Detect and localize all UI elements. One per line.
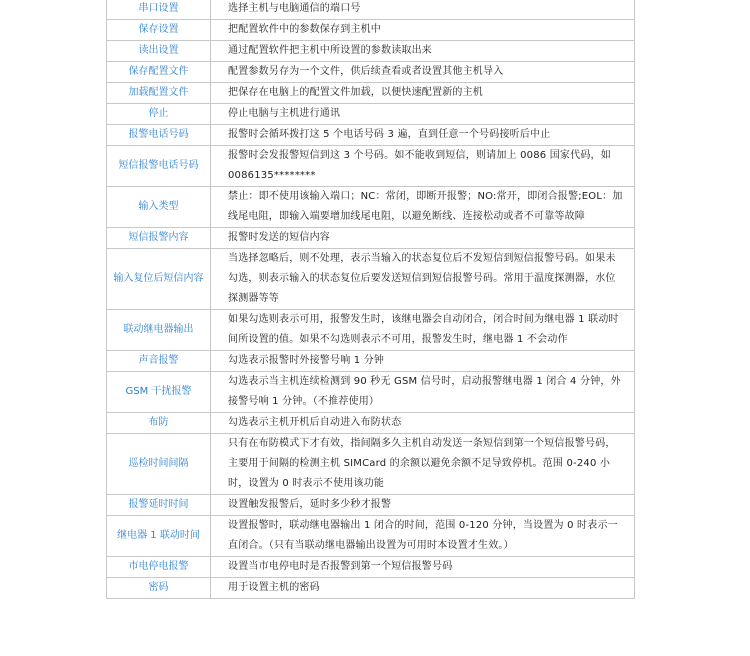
table-row — [107, 62, 635, 83]
row-description: 如果勾选则表示可用，报警发生时，该继电器会自动闭合，闭合时间为继电器 1 联动时间所设置的值。如果不勾选则表示不可用，报警发生时，继电器 1 不会动作 — [211, 310, 635, 351]
row-name: 短信报警内容 — [107, 228, 211, 249]
table-row — [107, 351, 635, 372]
table-row — [107, 125, 635, 146]
table-row — [107, 372, 635, 413]
table-row — [107, 516, 635, 557]
table-row — [107, 228, 635, 249]
row-description: 通过配置软件把主机中所设置的参数读取出来 — [211, 41, 635, 62]
table-row — [107, 83, 635, 104]
table-row — [107, 41, 635, 62]
table-row — [107, 0, 635, 20]
row-name: 输入类型 — [107, 187, 211, 228]
row-name: 短信报警电话号码 — [107, 146, 211, 187]
row-description: 报警时会循环拨打这 5 个电话号码 3 遍，直到任意一个号码接听后中止 — [211, 125, 635, 146]
row-description: 用于设置主机的密码 — [211, 578, 635, 599]
parameter-table — [106, 0, 635, 599]
row-description: 配置参数另存为一个文件，供后续查看或者设置其他主机导入 — [211, 62, 635, 83]
table-row — [107, 578, 635, 599]
row-name: 加载配置文件 — [107, 83, 211, 104]
row-name: 声音报警 — [107, 351, 211, 372]
row-description: 停止电脑与主机进行通讯 — [211, 104, 635, 125]
row-name: 密码 — [107, 578, 211, 599]
table-row — [107, 249, 635, 310]
row-description: 勾选表示当主机连续检测到 90 秒无 GSM 信号时，启动报警继电器 1 闭合 4 分钟，外接警号响 1 分钟。（不推荐使用） — [211, 372, 635, 413]
row-description: 报警时会发报警短信到这 3 个号码。如不能收到短信，则请加上 0086 国家代码，如 0086135******** — [211, 146, 635, 187]
parameter-table-container — [106, 0, 634, 599]
row-description: 把配置软件中的参数保存到主机中 — [211, 20, 635, 41]
row-name: 停止 — [107, 104, 211, 125]
table-row — [107, 557, 635, 578]
row-name: 报警延时时间 — [107, 495, 211, 516]
row-name: 串口设置 — [107, 0, 211, 20]
row-name: 继电器 1 联动时间 — [107, 516, 211, 557]
table-row — [107, 413, 635, 434]
row-description: 把保存在电脑上的配置文件加载，以便快速配置新的主机 — [211, 83, 635, 104]
row-name: GSM 干扰报警 — [107, 372, 211, 413]
row-description: 报警时发送的短信内容 — [211, 228, 635, 249]
row-name: 读出设置 — [107, 41, 211, 62]
row-description: 勾选表示主机开机后自动进入布防状态 — [211, 413, 635, 434]
row-name: 保存配置文件 — [107, 62, 211, 83]
row-name: 布防 — [107, 413, 211, 434]
table-row — [107, 146, 635, 187]
row-description: 当选择忽略后，则不处理，表示当输入的状态复位后不发短信到短信报警号码。如果未勾选，则表示输入的状态复位后要发送短信到短信报警号码。常用于温度探测器，水位探测器等等 — [211, 249, 635, 310]
table-row — [107, 20, 635, 41]
table-row — [107, 495, 635, 516]
table-row — [107, 434, 635, 495]
row-name: 巡检时间间隔 — [107, 434, 211, 495]
row-name: 输入复位后短信内容 — [107, 249, 211, 310]
row-description: 勾选表示报警时外接警号响 1 分钟 — [211, 351, 635, 372]
row-description: 设置触发报警后，延时多少秒才报警 — [211, 495, 635, 516]
row-description: 设置报警时，联动继电器输出 1 闭合的时间，范围 0-120 分钟，当设置为 0 时表示一直闭合。（只有当联动继电器输出设置为可用时本设置才生效。） — [211, 516, 635, 557]
row-name: 市电停电报警 — [107, 557, 211, 578]
table-row — [107, 104, 635, 125]
row-description: 禁止：即不使用该输入端口；NC：常闭，即断开报警；NO:常开，即闭合报警;EOL：加线尾电阻，即输入端要增加线尾电阻，以避免断线、连接松动或者不可靠等故障 — [211, 187, 635, 228]
table-row — [107, 187, 635, 228]
row-name: 联动继电器输出 — [107, 310, 211, 351]
row-description: 选择主机与电脑通信的端口号 — [211, 0, 635, 20]
table-row — [107, 310, 635, 351]
row-description: 设置当市电停电时是否报警到第一个短信报警号码 — [211, 557, 635, 578]
row-name: 报警电话号码 — [107, 125, 211, 146]
row-name: 保存设置 — [107, 20, 211, 41]
row-description: 只有在布防模式下才有效，指间隔多久主机自动发送一条短信到第一个短信报警号码，主要用于间隔的检测主机 SIMCard 的余额以避免余额不足导致停机。范围 0-240 小时，设置为 0 时表示不使用该功能 — [211, 434, 635, 495]
